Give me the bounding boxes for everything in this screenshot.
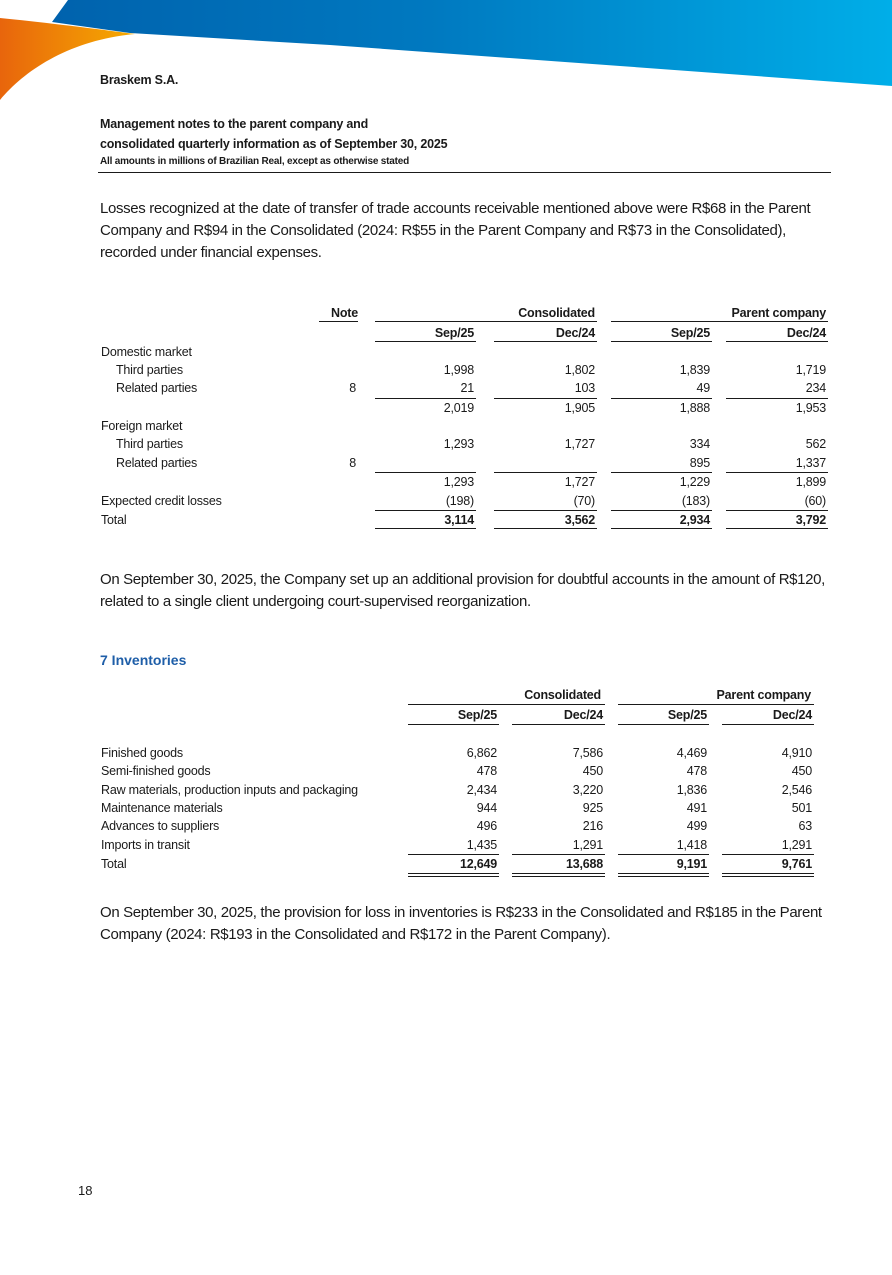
section-title-inventories: 7 Inventories <box>100 652 187 668</box>
table-cell: 216 <box>582 819 603 833</box>
losses-paragraph: Losses recognized at the date of transfer of trade accounts receivable mentioned above were R$68 in the Parent Company and R$94 in the Consolidated (2024: R$55 in the Parent Company and R$73 in the Consolidated), recorded under financial expenses. <box>100 200 811 261</box>
table-cell: 1,719 <box>795 363 826 377</box>
table-cell: 1,998 <box>443 363 474 377</box>
table-cell: 49 <box>696 381 710 395</box>
column-header: Sep/25 <box>667 708 707 722</box>
subtotal-rule <box>494 472 597 473</box>
subtotal-rule <box>375 510 476 511</box>
subtotal-rule <box>375 398 476 399</box>
table-cell: 499 <box>686 819 707 833</box>
header-parent-company: Parent company <box>716 688 811 702</box>
column-header-rule <box>494 341 597 342</box>
row-label: Related parties <box>116 381 198 395</box>
document-title-line2: consolidated quarterly information as of September 30, 2025 <box>100 137 448 151</box>
column-header: Dec/24 <box>772 708 812 722</box>
header-parent-company: Parent company <box>731 306 826 320</box>
total-rule <box>375 528 476 529</box>
table-cell: (198) <box>445 494 474 508</box>
subtotal-rule <box>726 510 828 511</box>
column-header-rule <box>375 341 476 342</box>
subtotal-rule <box>722 854 814 855</box>
table-cell: 13,688 <box>565 857 603 871</box>
header-consolidated-rule <box>375 321 597 322</box>
table-cell: 478 <box>686 764 707 778</box>
total-rule <box>494 528 597 529</box>
table-cell: 450 <box>582 764 603 778</box>
row-note: 8 <box>349 456 356 470</box>
column-header-rule <box>611 341 712 342</box>
table-cell: 6,862 <box>466 746 497 760</box>
header-consolidated: Consolidated <box>518 306 595 320</box>
total-double-rule <box>618 876 709 877</box>
table-cell: 12,649 <box>459 857 497 871</box>
header-note-rule <box>319 321 358 322</box>
page-number: 18 <box>78 1183 93 1198</box>
row-label: Advances to suppliers <box>101 819 220 833</box>
column-header-rule <box>512 724 605 725</box>
table-cell: (183) <box>681 494 710 508</box>
table-cell: 925 <box>582 801 603 815</box>
table-cell: 334 <box>689 437 710 451</box>
row-label: Third parties <box>116 363 183 377</box>
row-label: Total <box>101 857 127 871</box>
company-name: Braskem S.A. <box>100 73 179 87</box>
table-cell: (70) <box>573 494 595 508</box>
row-label: Maintenance materials <box>101 801 223 815</box>
table-cell: 1,836 <box>676 783 707 797</box>
header-banner <box>0 0 892 110</box>
subtotal-rule <box>408 854 499 855</box>
document-title-line1: Management notes to the parent company and <box>100 117 369 131</box>
header-note: Note <box>331 306 358 320</box>
table-cell: 1,418 <box>676 838 707 852</box>
header-parent-company-rule <box>611 321 828 322</box>
table-cell: 103 <box>574 381 595 395</box>
column-header: Dec/24 <box>786 326 826 340</box>
subtotal-rule <box>375 472 476 473</box>
table-cell: (60) <box>804 494 826 508</box>
row-label: Total <box>101 513 127 527</box>
header-parent-company-rule <box>618 704 814 705</box>
table-cell: 450 <box>791 764 812 778</box>
table-cell: 21 <box>460 381 474 395</box>
column-header: Dec/24 <box>555 326 595 340</box>
row-label: Imports in transit <box>101 838 190 852</box>
table-cell: 1,293 <box>443 475 474 489</box>
row-label: Domestic market <box>101 345 192 359</box>
column-header-rule <box>408 724 499 725</box>
table-cell: 63 <box>798 819 812 833</box>
provision-paragraph: On September 30, 2025, the Company set up an additional provision for doubtful accounts in the amount of R$120, related to a single client undergoing court-supervised reorganization. <box>100 571 825 610</box>
table-cell: 2,434 <box>466 783 497 797</box>
table-cell: 2,019 <box>443 401 474 415</box>
total-double-rule <box>722 873 814 874</box>
subtotal-rule <box>618 854 709 855</box>
table-cell: 3,792 <box>795 513 826 527</box>
table-cell: 501 <box>791 801 812 815</box>
table-cell: 9,761 <box>781 857 812 871</box>
total-double-rule <box>618 873 709 874</box>
row-label: Finished goods <box>101 746 183 760</box>
subtotal-rule <box>611 398 712 399</box>
column-header: Sep/25 <box>457 708 497 722</box>
total-rule <box>726 528 828 529</box>
table-cell: 496 <box>476 819 497 833</box>
table-cell: 944 <box>476 801 497 815</box>
table-cell: 1,229 <box>679 475 710 489</box>
total-double-rule <box>408 873 499 874</box>
row-label: Foreign market <box>101 419 183 433</box>
table-cell: 1,291 <box>572 838 603 852</box>
header-consolidated: Consolidated <box>524 688 601 702</box>
subtotal-rule <box>726 398 828 399</box>
table-cell: 7,586 <box>572 746 603 760</box>
table-cell: 1,291 <box>781 838 812 852</box>
table-cell: 1,953 <box>795 401 826 415</box>
total-double-rule <box>722 876 814 877</box>
column-header: Sep/25 <box>670 326 710 340</box>
total-double-rule <box>408 876 499 877</box>
table-cell: 2,934 <box>679 513 710 527</box>
table-cell: 9,191 <box>676 857 707 871</box>
table-cell: 562 <box>805 437 826 451</box>
subtotal-rule <box>611 472 712 473</box>
table-cell: 4,469 <box>676 746 707 760</box>
subtotal-rule <box>726 472 828 473</box>
subtotal-rule <box>494 398 597 399</box>
total-double-rule <box>512 876 605 877</box>
header-consolidated-rule <box>408 704 605 705</box>
table-cell: 1,802 <box>564 363 595 377</box>
table-cell: 4,910 <box>781 746 812 760</box>
inventory-provision-paragraph: On September 30, 2025, the provision for loss in inventories is R$233 in the Consolidated and R$185 in the Parent Company (2024: R$193 in the Consolidated and R$172 in the Parent Company). <box>100 904 822 943</box>
table-cell: 1,905 <box>564 401 595 415</box>
table-cell: 491 <box>686 801 707 815</box>
header-divider <box>98 172 831 173</box>
total-double-rule <box>512 873 605 874</box>
subtotal-rule <box>494 510 597 511</box>
row-label: Related parties <box>116 456 198 470</box>
table-cell: 1,839 <box>679 363 710 377</box>
row-label: Semi-finished goods <box>101 764 211 778</box>
table-cell: 1,899 <box>795 475 826 489</box>
table-cell: 1,293 <box>443 437 474 451</box>
column-header-rule <box>722 724 814 725</box>
row-label: Raw materials, production inputs and packaging <box>101 783 358 797</box>
column-header-rule <box>618 724 709 725</box>
table-cell: 1,888 <box>679 401 710 415</box>
table-cell: 895 <box>689 456 710 470</box>
subtotal-rule <box>611 510 712 511</box>
row-note: 8 <box>349 381 356 395</box>
column-header-rule <box>726 341 828 342</box>
table-cell: 3,562 <box>564 513 595 527</box>
table-cell: 2,546 <box>781 783 812 797</box>
table-cell: 478 <box>476 764 497 778</box>
row-label: Third parties <box>116 437 183 451</box>
column-header: Dec/24 <box>563 708 603 722</box>
table-cell: 1,337 <box>795 456 826 470</box>
document-subtitle: All amounts in millions of Brazilian Real, except as otherwise stated <box>100 156 410 167</box>
total-rule <box>611 528 712 529</box>
table-cell: 1,727 <box>564 475 595 489</box>
table-cell: 3,114 <box>444 513 474 527</box>
subtotal-rule <box>512 854 605 855</box>
table-cell: 3,220 <box>572 783 603 797</box>
column-header: Sep/25 <box>434 326 474 340</box>
row-label: Expected credit losses <box>101 494 222 508</box>
table-cell: 1,435 <box>466 838 497 852</box>
table-cell: 234 <box>805 381 826 395</box>
table-cell: 1,727 <box>564 437 595 451</box>
